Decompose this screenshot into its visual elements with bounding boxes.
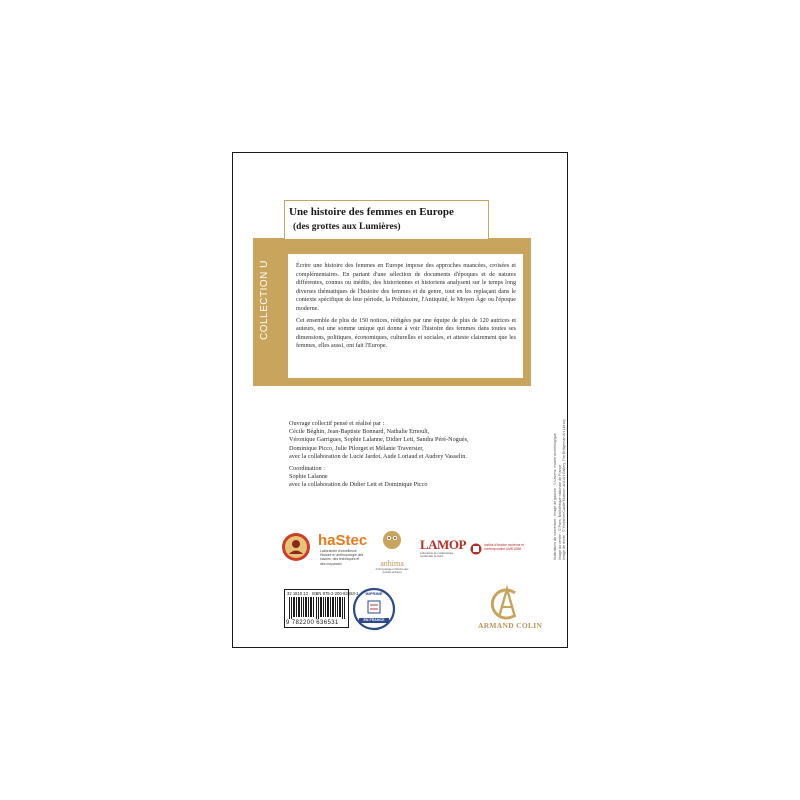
coordination-collaboration: avec la collaboration de Didier Lett et Dominique Picco	[289, 481, 428, 489]
lamop-logo	[420, 537, 466, 567]
en-france-label: EN FRANCE	[363, 618, 385, 622]
hastec-caption: Laboratoire d'excellence Histoire et anthropologie des savoirs, des techniques et des croyances	[320, 549, 364, 566]
authors-line: Cécile Béghin, Jean-Baptiste Bonnard, Nathalie Ernoult,	[289, 428, 430, 436]
photo-credit-line: Image du centre : © Paris, Bibliothèque nationale de France	[557, 464, 562, 560]
anhima-caption: Anthropologie et histoire des mondes antiques	[375, 568, 409, 575]
credits-block	[289, 420, 539, 490]
summary-paragraph-2: Cet ensemble de plus de 150 notices, rédigées par une équipe de plus de 120 autrices et auteurs, est une somme unique qui donne à voir l'histoire des femmes dans toutes ses dimensions, politiques, économiques, culturelles et sociales, et atteste clairement que les femmes, elles aussi, ont fait l'Europe.	[296, 317, 516, 350]
barcode-header: 32 1810 13 · ISBN 978-2-200-63653-1	[287, 591, 359, 596]
book-subtitle: (des grottes aux Lumières)	[293, 222, 401, 232]
summary-paragraph-1: Écrire une histoire des femmes en Europe impose des approches nuancées, croisées et complémentaires. En partant d'une sélection de documents d'époques et de natures différentes, connus ou inédits, des historiennes et historiens analysent sur le temps long diverses thématiques de l'histoire des femmes et du genre, tout en les replaçant dans le contexte spécifique de leur période, la Préhistoire, l'Antiquité, le Moyen Âge ou l'époque moderne.	[296, 263, 516, 312]
publisher-name: ARMAND COLIN	[478, 621, 543, 630]
photo-credit-line: Image de droite : © Yorkshire/Castle Museum and Art Gallery, The Bridgeman Art Library	[562, 419, 567, 560]
imprime-label: IMPRIMÉ	[365, 591, 383, 596]
authors-line: avec la collaboration de Lucie Jardot, Aude Loriaud et Audrey Vasselin.	[289, 452, 467, 460]
armand-colin-logo	[485, 585, 529, 621]
lamop-name: LAMOP	[420, 537, 466, 552]
ihmc-emblem-icon	[470, 543, 482, 555]
summary-text	[296, 262, 516, 354]
hastec-logo	[318, 533, 374, 573]
series-label: COLLECTION U	[259, 260, 270, 340]
coordinator-name: Sophie Lalanne	[289, 473, 328, 481]
seal-logo	[281, 532, 311, 562]
authors-line: Dominique Picco, Julie Pilorget et Mélanie Traversier,	[289, 444, 424, 452]
authors-line: Véronique Garrigues, Sophie Lalanne, Didier Lett, Sandra Péré-Noguès,	[289, 436, 469, 444]
book-title: Une histoire des femmes en Europe	[289, 206, 454, 218]
photo-credit-line: Illustrations de couverture : Image de gauche : © Lavena, musée archéologique	[553, 433, 557, 560]
armand-colin-monogram-icon	[485, 585, 529, 621]
credits-intro: Ouvrage collectif pensé et réalisé par :	[289, 420, 385, 427]
lamop-caption: Laboratoire de médiévistique occidentale de Paris	[420, 552, 454, 559]
ihmc-logo	[470, 541, 528, 565]
anhima-name: anhima	[380, 559, 404, 568]
photo-credits	[553, 400, 593, 560]
ihmc-caption: Institut d'histoire moderne et contemporaine UMR 8066	[484, 543, 524, 551]
anhima-logo	[372, 530, 412, 576]
anhima-owl-icon	[372, 530, 412, 554]
hastec-name: haStec	[318, 532, 368, 549]
barcode-number: 9 782200 636531	[286, 620, 339, 626]
imprime-en-france-badge	[352, 587, 396, 631]
coordination-label: Coordination :	[289, 465, 325, 473]
barcode-bars	[288, 597, 346, 619]
